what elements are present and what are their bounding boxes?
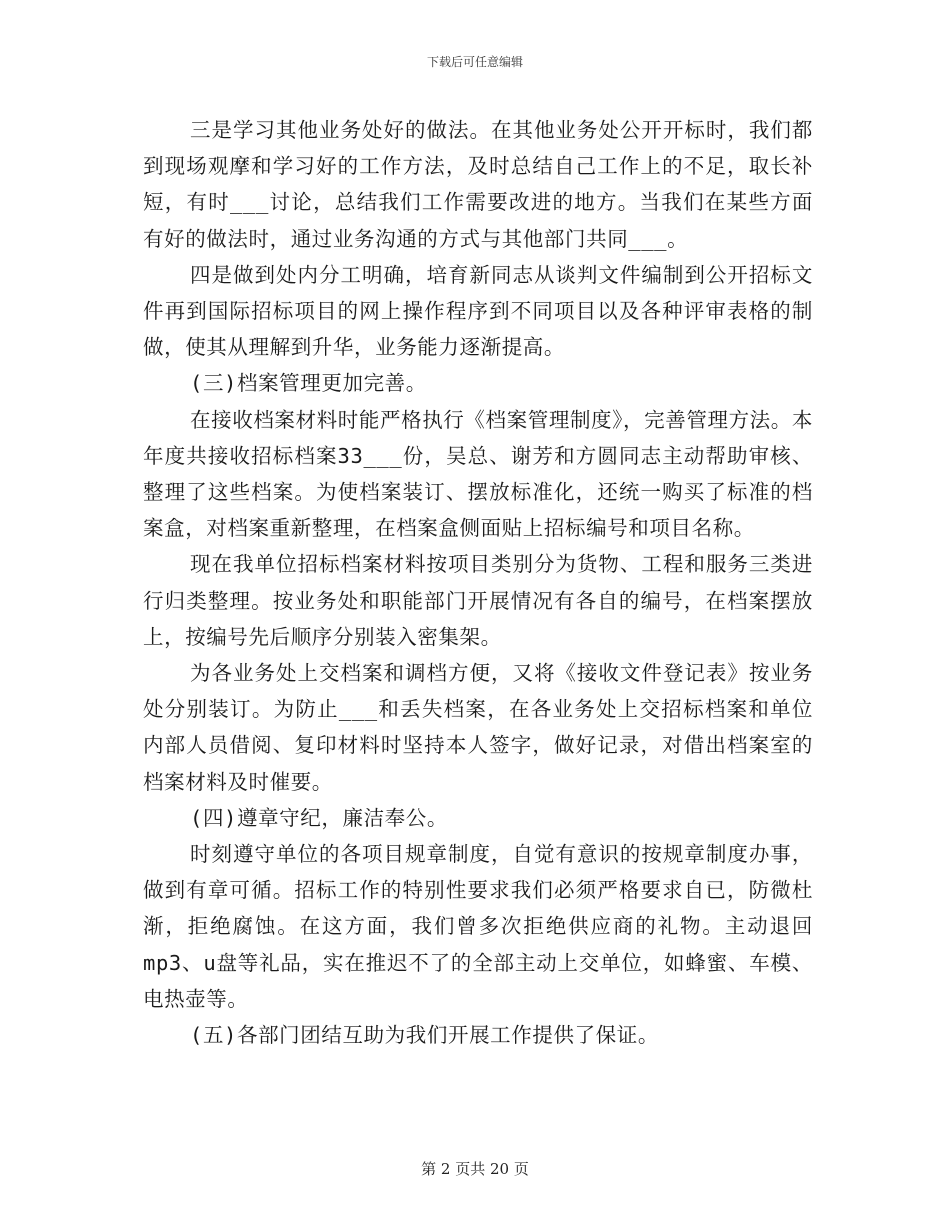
paragraph-archive-receiving: 在接收档案材料时能严格执行《档案管理制度》，完善管理方法。本年度共接收招标档案33___份，吴总、谢芳和方圆同志主动帮助审核、整理了这些档案。为使档案装订、摆放标准化，还统一购买了标准的档案盒，对档案重新整理，在档案盒侧面贴上招标编号和项目名称。 (143, 407, 813, 541)
paragraph-archive-classification: 现在我单位招标档案材料按项目类别分为货物、工程和服务三类进行归类整理。按业务处和职能部门开展情况有各自的编号，在档案摆放上，按编号先后顺序分别装入密集架。 (143, 552, 813, 649)
page-footer: 第 2 页共 20 页 (421, 1160, 529, 1178)
section-heading-discipline: (四)遵章守纪，廉洁奉公。 (190, 805, 448, 830)
page-header: 下载后可任意编辑 (426, 55, 523, 69)
section-heading-teamwork: (五)各部门团结互助为我们开展工作提供了保证。 (190, 1023, 659, 1048)
paragraph-learning-practices: 三是学习其他业务处好的做法。在其他业务处公开开标时，我们都到现场观摩和学习好的工作方法，及时总结自己工作上的不足，取长补短，有时___讨论，总结我们工作需要改进的地方。当我们在某些方面有好的做法时，通过业务沟通的方式与其他部门共同___。 (143, 118, 813, 251)
paragraph-division-of-labor: 四是做到处内分工明确，培育新同志从谈判文件编制到公开招标文件再到国际招标项目的网上操作程序到不同项目以及各种评审表格的制做，使其从理解到升华，业务能力逐渐提高。 (143, 262, 813, 360)
section-heading-archives: (三)档案管理更加完善。 (190, 371, 427, 396)
paragraph-archive-binding: 为各业务处上交档案和调档方便，又将《接收文件登记表》按业务处分别装订。为防止___和丢失档案，在各业务处上交招标档案和单位内部人员借阅、复印材料时坚持本人签字，做好记录，对借出档案室的档案材料及时催要。 (143, 661, 813, 794)
document-body (143, 112, 813, 1053)
paragraph-discipline: 时刻遵守单位的各项目规章制度，自觉有意识的按规章制度办事，做到有章可循。招标工作的特别性要求我们必须严格要求自已，防微杜渐，拒绝腐蚀。在这方面，我们曾多次拒绝供应商的礼物。主动退回mp3、u盘等礼品，实在推迟不了的全部主动上交单位，如蜂蜜、车模、电热壶等。 (143, 842, 813, 1011)
